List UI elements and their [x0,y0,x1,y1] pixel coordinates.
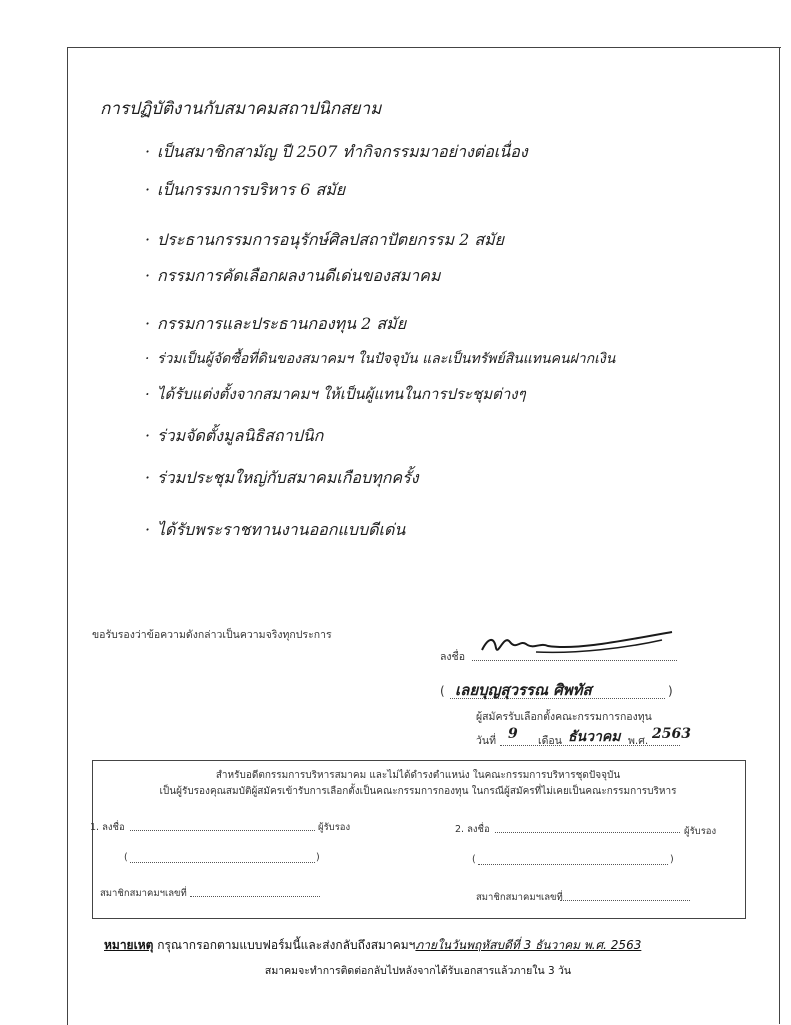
note-deadline: ภายในวันพฤหัสบดีที่ 3 ธันวาคม พ.ศ. 2563 [415,938,642,952]
list-item: · ร่วมเป็นผู้จัดซื้อที่ดินของสมาคมฯ ในปัจจุบัน และเป็นทรัพย์สินแทนคนฝากเงิน [145,351,616,367]
list-item: · ได้รับพระราชทานงานออกแบบดีเด่น [145,520,406,539]
endorser1-name-paren-open: ( [124,852,128,863]
handwritten-year: 2563 [652,726,691,742]
endorser1-member-line[interactable] [190,896,320,897]
list-item: · ร่วมประชุมใหญ่กับสมาคมเกือบทุกครั้ง [145,468,419,487]
list-item: · กรรมการและประธานกองทุน 2 สมัย [145,314,407,333]
page-border-right [779,47,780,1024]
endorser1-role: ผู้รับรอง [318,822,351,833]
name-line [450,698,665,699]
handwritten-month: ธันวาคม [568,729,621,745]
name-close-paren: ) [668,684,673,698]
endorser1-sign-line[interactable] [130,830,315,831]
day-label: วันที่ [476,735,496,747]
handwritten-heading: การปฏิบัติงานกับสมาคมสถาปนิกสยาม [100,99,382,119]
endorser1-name-paren-close: ) [316,852,320,863]
list-item: · ได้รับแต่งตั้งจากสมาคมฯ ให้เป็นผู้แทนในการประชุมต่างๆ [145,385,526,403]
candidate-role: ผู้สมัครรับเลือกตั้งคณะกรรมการกองทุน [476,711,652,723]
handwritten-name: เลยบุญสุวรรณ ศิพทัส [455,681,592,699]
list-item: · กรรมการคัดเลือกผลงานดีเด่นของสมาคม [145,266,441,285]
list-item: · เป็นกรรมการบริหาร 6 สมัย [145,180,346,199]
note-line [104,936,641,955]
note-text: กรุณากรอกตามแบบฟอร์มนี้และส่งกลับถึงสมาคมฯ [153,938,416,952]
list-item: · เป็นสมาชิกสามัญ ปี 2507 ทำกิจกรรมมาอย่างต่อเนื่อง [145,142,528,161]
endorser2-sign-label: 2. ลงชื่อ [455,824,490,835]
box-line-1: สำหรับอดีตกรรมการบริหารสมาคม และไม่ได้ดำรงตำแหน่ง ในคณะกรรมการบริหารชุดปัจจุบัน [215,770,621,781]
list-item: · ประธานกรรมการอนุรักษ์ศิลปสถาปัตยกรรม 2 สมัย [145,230,505,249]
endorser1-member-label: สมาชิกสมาคมฯเลขที่ [100,888,187,899]
endorser2-role: ผู้รับรอง [684,826,717,837]
endorser2-name-paren-close: ) [670,854,674,865]
endorser2-member-label: สมาชิกสมาคมฯเลขที่ [476,892,563,903]
list-item: · ร่วมจัดตั้งมูลนิธิสถาปนิก [145,426,324,445]
endorser2-member-line[interactable] [560,900,690,901]
sign-label: ลงชื่อ [440,651,465,663]
endorser2-name-paren-open: ( [472,854,476,865]
note-followup: สมาคมจะทำการติดต่อกลับไปหลังจากได้รับเอกสารแล้วภายใน 3 วัน [264,965,572,977]
year-label: พ.ศ. [628,735,649,747]
endorser1-sign-label: 1. ลงชื่อ [90,822,125,833]
endorser2-name-line[interactable] [478,864,668,865]
endorser2-sign-line[interactable] [495,832,680,833]
date-line [500,745,680,746]
endorser1-name-line[interactable] [130,862,315,863]
handwritten-day: 9 [508,726,518,742]
signature-image [476,628,676,662]
name-open-paren: ( [440,684,445,698]
month-label: เดือน [538,735,562,747]
certify-statement: ขอรับรองว่าข้อความดังกล่าวเป็นความจริงทุกประการ [92,629,332,641]
box-line-2: เป็นผู้รับรองคุณสมบัติผู้สมัครเข้ารับการเลือกตั้งเป็นคณะกรรมการกองทุน ในกรณีผู้สมัครที่ไม่เคยเป็นคณะกรรมการบริหาร [159,786,677,797]
note-label: หมายเหตุ [104,938,154,952]
